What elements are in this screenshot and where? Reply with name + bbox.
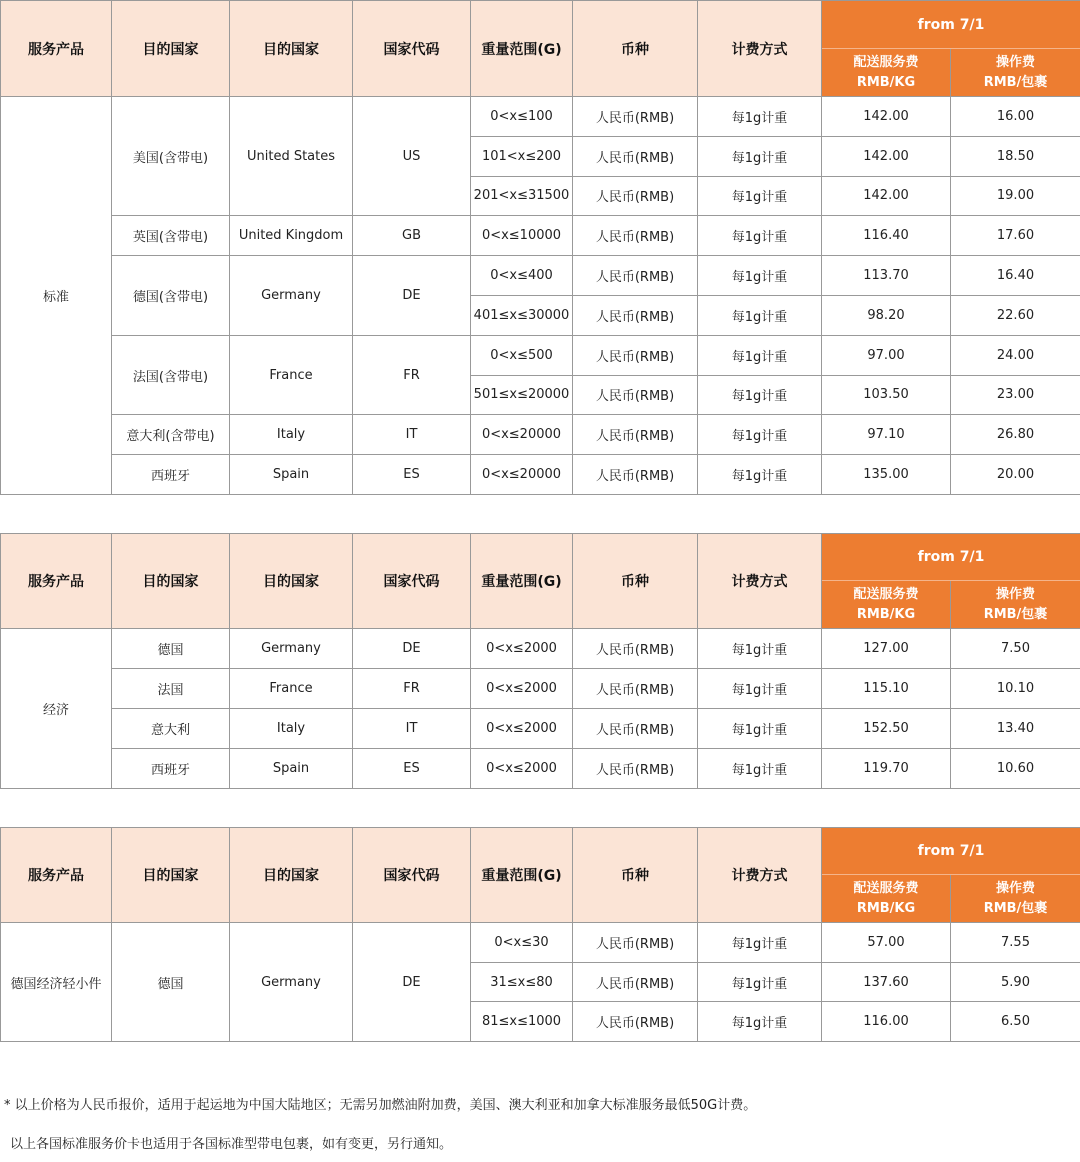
header-dest-en: 目的国家 (230, 534, 353, 629)
service-product: 标准 (1, 97, 112, 495)
weight-range: 0<x≤20000 (471, 415, 573, 455)
weight-range: 0<x≤2000 (471, 629, 573, 669)
header-dest-cn: 目的国家 (112, 534, 230, 629)
header-weight-range: 重量范围(G) (471, 534, 573, 629)
header-billing: 计费方式 (698, 534, 822, 629)
header-from-date: from 7/1 (822, 828, 1080, 875)
header-dest-cn: 目的国家 (112, 1, 230, 97)
delivery-fee: 97.10 (822, 415, 951, 455)
handling-fee: 20.00 (951, 455, 1080, 495)
delivery-fee: 98.20 (822, 295, 951, 335)
delivery-fee-unit: RMB/KG (856, 606, 916, 622)
delivery-fee: 103.50 (822, 375, 951, 415)
billing-method: 每1g计重 (698, 923, 822, 963)
handling-fee-label: 操作费 (996, 586, 1036, 602)
currency: 人民币(RMB) (573, 136, 698, 176)
billing-method: 每1g计重 (698, 749, 822, 789)
standard-price-table (0, 0, 1080, 495)
delivery-fee: 127.00 (822, 629, 951, 669)
header-delivery-fee (822, 49, 951, 97)
country-name-en: Italy (230, 709, 353, 749)
handling-fee: 19.00 (951, 176, 1080, 216)
delivery-fee: 116.40 (822, 216, 951, 256)
handling-fee-label: 操作费 (996, 880, 1036, 896)
service-product: 德国经济轻小件 (1, 923, 112, 1042)
header-currency: 币种 (573, 1, 698, 97)
header-service: 服务产品 (1, 1, 112, 97)
table-row (1, 216, 1080, 256)
billing-method: 每1g计重 (698, 295, 822, 335)
handling-fee: 18.50 (951, 136, 1080, 176)
currency: 人民币(RMB) (573, 455, 698, 495)
currency: 人民币(RMB) (573, 923, 698, 963)
header-from-date: from 7/1 (822, 534, 1080, 581)
country-name-en: Germany (230, 256, 353, 336)
header-country-code: 国家代码 (353, 828, 471, 923)
header-from-date: from 7/1 (822, 1, 1080, 49)
currency: 人民币(RMB) (573, 629, 698, 669)
handling-fee: 7.55 (951, 923, 1080, 963)
country-name-en: France (230, 335, 353, 415)
weight-range: 81≤x≤1000 (471, 1002, 573, 1042)
delivery-fee: 97.00 (822, 335, 951, 375)
header-delivery-fee (822, 581, 951, 629)
table-row (1, 669, 1080, 709)
footnote-battery: 以上各国标准服务价卡也适用于各国标准型带电包裹，如有变更，另行通知。 (10, 1137, 453, 1152)
header-handling-fee (951, 581, 1080, 629)
currency: 人民币(RMB) (573, 295, 698, 335)
delivery-fee: 113.70 (822, 256, 951, 296)
country-code: IT (353, 709, 471, 749)
currency: 人民币(RMB) (573, 335, 698, 375)
country-name-en: Italy (230, 415, 353, 455)
delivery-fee: 142.00 (822, 176, 951, 216)
country-name-en: France (230, 669, 353, 709)
header-billing: 计费方式 (698, 1, 822, 97)
delivery-fee: 57.00 (822, 923, 951, 963)
economy-price-table (0, 533, 1080, 789)
service-product: 经济 (1, 629, 112, 789)
header-weight-range: 重量范围(G) (471, 1, 573, 97)
weight-range: 0<x≤2000 (471, 669, 573, 709)
weight-range: 0<x≤2000 (471, 709, 573, 749)
delivery-fee: 119.70 (822, 749, 951, 789)
country-code: US (353, 97, 471, 216)
table-row (1, 749, 1080, 789)
country-name-cn: 西班牙 (112, 455, 230, 495)
handling-fee: 24.00 (951, 335, 1080, 375)
delivery-fee: 116.00 (822, 1002, 951, 1042)
table-row (1, 256, 1080, 296)
billing-method: 每1g计重 (698, 176, 822, 216)
table-row (1, 923, 1080, 963)
header-dest-en: 目的国家 (230, 1, 353, 97)
handling-fee-label: 操作费 (996, 54, 1036, 70)
handling-fee: 16.00 (951, 97, 1080, 137)
delivery-fee-unit: RMB/KG (856, 900, 916, 916)
delivery-fee-label: 配送服务费 (853, 880, 919, 896)
country-name-en: United Kingdom (230, 216, 353, 256)
country-name-en: Germany (230, 923, 353, 1042)
billing-method: 每1g计重 (698, 455, 822, 495)
header-dest-en: 目的国家 (230, 828, 353, 923)
table-row (1, 709, 1080, 749)
weight-range: 0<x≤100 (471, 97, 573, 137)
header-handling-fee (951, 49, 1080, 97)
billing-method: 每1g计重 (698, 709, 822, 749)
delivery-fee-label: 配送服务费 (853, 586, 919, 602)
billing-method: 每1g计重 (698, 335, 822, 375)
table-row (1, 455, 1080, 495)
handling-fee-unit: RMB/包裹 (983, 74, 1048, 90)
handling-fee: 10.10 (951, 669, 1080, 709)
header-service: 服务产品 (1, 828, 112, 923)
billing-method: 每1g计重 (698, 962, 822, 1002)
currency: 人民币(RMB) (573, 375, 698, 415)
country-name-cn: 德国 (112, 923, 230, 1042)
billing-method: 每1g计重 (698, 256, 822, 296)
delivery-fee: 115.10 (822, 669, 951, 709)
delivery-fee: 137.60 (822, 962, 951, 1002)
table-row (1, 629, 1080, 669)
currency: 人民币(RMB) (573, 256, 698, 296)
header-billing: 计费方式 (698, 828, 822, 923)
header-service: 服务产品 (1, 534, 112, 629)
billing-method: 每1g计重 (698, 629, 822, 669)
delivery-fee: 152.50 (822, 709, 951, 749)
country-code: DE (353, 256, 471, 336)
currency: 人民币(RMB) (573, 415, 698, 455)
country-name-cn: 意大利(含带电) (112, 415, 230, 455)
weight-range: 0<x≤10000 (471, 216, 573, 256)
country-code: IT (353, 415, 471, 455)
country-name-cn: 法国(含带电) (112, 335, 230, 415)
delivery-fee: 142.00 (822, 136, 951, 176)
country-name-cn: 英国(含带电) (112, 216, 230, 256)
weight-range: 501≤x≤20000 (471, 375, 573, 415)
handling-fee: 6.50 (951, 1002, 1080, 1042)
currency: 人民币(RMB) (573, 97, 698, 137)
currency: 人民币(RMB) (573, 216, 698, 256)
country-code: FR (353, 335, 471, 415)
billing-method: 每1g计重 (698, 375, 822, 415)
country-name-en: Spain (230, 749, 353, 789)
country-code: ES (353, 749, 471, 789)
weight-range: 401≤x≤30000 (471, 295, 573, 335)
country-code: ES (353, 455, 471, 495)
weight-range: 101<x≤200 (471, 136, 573, 176)
currency: 人民币(RMB) (573, 962, 698, 1002)
billing-method: 每1g计重 (698, 669, 822, 709)
handling-fee: 17.60 (951, 216, 1080, 256)
handling-fee: 23.00 (951, 375, 1080, 415)
currency: 人民币(RMB) (573, 669, 698, 709)
handling-fee: 5.90 (951, 962, 1080, 1002)
currency: 人民币(RMB) (573, 709, 698, 749)
header-country-code: 国家代码 (353, 1, 471, 97)
country-name-en: Germany (230, 629, 353, 669)
footnote-pricing: * 以上价格为人民币报价，适用于起运地为中国大陆地区；无需另加燃油附加费，美国、澳大利亚和加拿大标准服务最低50G计费。 (4, 1098, 757, 1113)
weight-range: 0<x≤20000 (471, 455, 573, 495)
delivery-fee: 135.00 (822, 455, 951, 495)
country-code: GB (353, 216, 471, 256)
handling-fee: 16.40 (951, 256, 1080, 296)
delivery-fee-label: 配送服务费 (853, 54, 919, 70)
weight-range: 0<x≤30 (471, 923, 573, 963)
header-country-code: 国家代码 (353, 534, 471, 629)
weight-range: 0<x≤500 (471, 335, 573, 375)
billing-method: 每1g计重 (698, 216, 822, 256)
table-row (1, 335, 1080, 375)
country-name-cn: 西班牙 (112, 749, 230, 789)
country-name-en: United States (230, 97, 353, 216)
delivery-fee: 142.00 (822, 97, 951, 137)
header-delivery-fee (822, 875, 951, 923)
country-name-cn: 德国(含带电) (112, 256, 230, 336)
country-name-cn: 法国 (112, 669, 230, 709)
header-dest-cn: 目的国家 (112, 828, 230, 923)
country-code: DE (353, 923, 471, 1042)
billing-method: 每1g计重 (698, 1002, 822, 1042)
header-currency: 币种 (573, 534, 698, 629)
billing-method: 每1g计重 (698, 136, 822, 176)
handling-fee-unit: RMB/包裹 (983, 900, 1048, 916)
billing-method: 每1g计重 (698, 415, 822, 455)
handling-fee: 22.60 (951, 295, 1080, 335)
country-code: DE (353, 629, 471, 669)
weight-range: 31≤x≤80 (471, 962, 573, 1002)
handling-fee: 10.60 (951, 749, 1080, 789)
weight-range: 201<x≤31500 (471, 176, 573, 216)
table-row (1, 415, 1080, 455)
currency: 人民币(RMB) (573, 176, 698, 216)
country-name-cn: 意大利 (112, 709, 230, 749)
table-row (1, 97, 1080, 137)
header-weight-range: 重量范围(G) (471, 828, 573, 923)
country-name-cn: 德国 (112, 629, 230, 669)
handling-fee: 13.40 (951, 709, 1080, 749)
billing-method: 每1g计重 (698, 97, 822, 137)
currency: 人民币(RMB) (573, 749, 698, 789)
country-name-cn: 美国(含带电) (112, 97, 230, 216)
delivery-fee-unit: RMB/KG (856, 74, 916, 90)
country-name-en: Spain (230, 455, 353, 495)
handling-fee: 7.50 (951, 629, 1080, 669)
weight-range: 0<x≤2000 (471, 749, 573, 789)
weight-range: 0<x≤400 (471, 256, 573, 296)
country-code: FR (353, 669, 471, 709)
handling-fee: 26.80 (951, 415, 1080, 455)
header-currency: 币种 (573, 828, 698, 923)
header-handling-fee (951, 875, 1080, 923)
light-parcel-price-table (0, 827, 1080, 1042)
handling-fee-unit: RMB/包裹 (983, 606, 1048, 622)
currency: 人民币(RMB) (573, 1002, 698, 1042)
